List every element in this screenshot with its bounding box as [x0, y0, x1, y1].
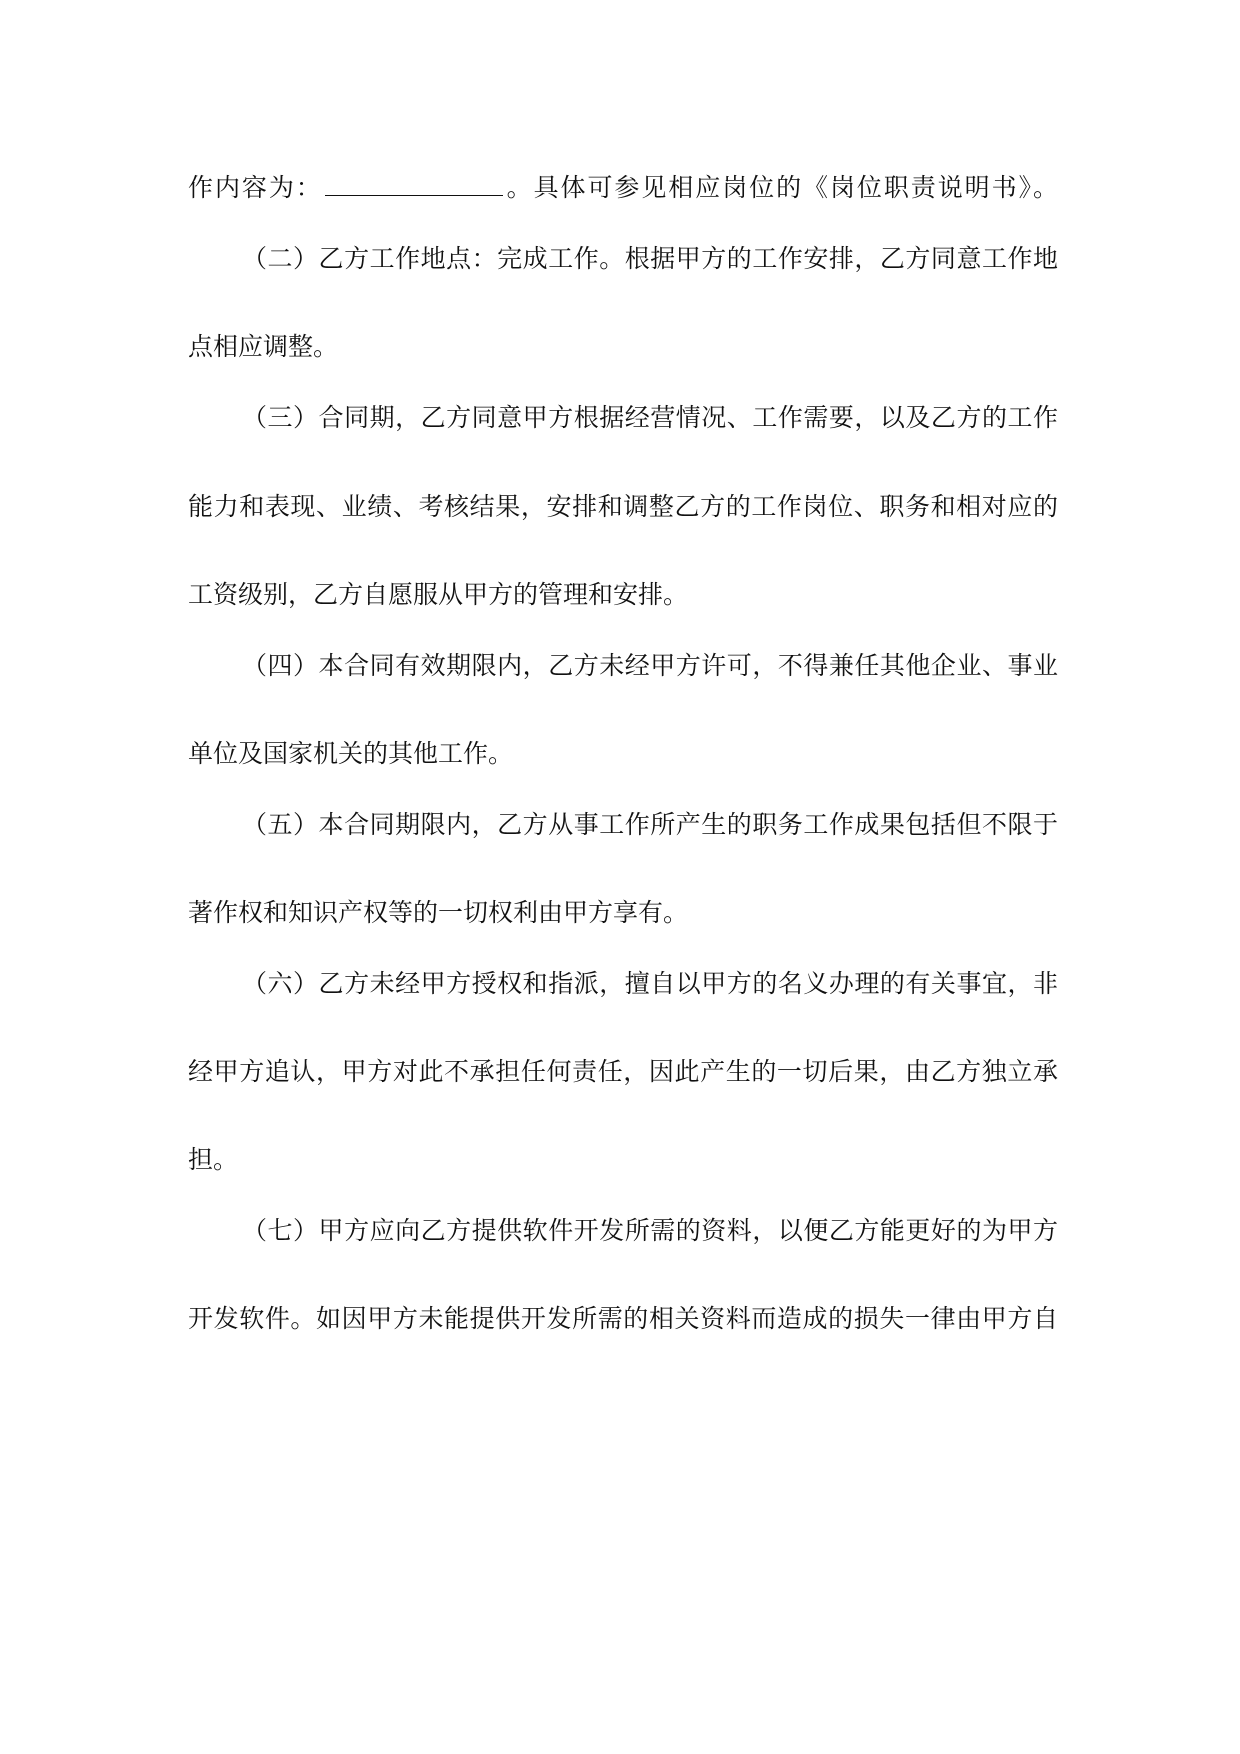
- text-line-13: 担。: [188, 1145, 239, 1174]
- text-line-10: 著作权和知识产权等的一切权利由甲方享有。: [188, 898, 689, 927]
- line-1-after-blank: 。具体可参见相应岗位的《岗位职责说明书》。: [504, 173, 1058, 202]
- text-line-15: 开发软件。如因甲方未能提供开发所需的相关资料而造成的损失一律由甲方自: [188, 1304, 1058, 1333]
- text-line-7: （四）本合同有效期限内，乙方未经甲方许可，不得兼任其他企业、事业: [242, 651, 1058, 680]
- text-line-2: （二）乙方工作地点：完成工作。根据甲方的工作安排，乙方同意工作地: [242, 244, 1058, 273]
- text-line-6: 工资级别，乙方自愿服从甲方的管理和安排。: [188, 580, 689, 609]
- text-line-3: 点相应调整。: [188, 332, 339, 361]
- text-line-5: 能力和表现、业绩、考核结果，安排和调整乙方的工作岗位、职务和相对应的: [188, 492, 1058, 521]
- text-line-14: （七）甲方应向乙方提供软件开发所需的资料，以便乙方能更好的为甲方: [242, 1216, 1058, 1245]
- text-line-9: （五）本合同期限内，乙方从事工作所产生的职务工作成果包括但不限于: [242, 810, 1058, 839]
- line-1-before-blank: 作内容为：: [188, 173, 323, 202]
- text-line-4: （三）合同期，乙方同意甲方根据经营情况、工作需要，以及乙方的工作: [242, 403, 1058, 432]
- text-line-1: [188, 170, 1058, 206]
- text-line-12: 经甲方追认，甲方对此不承担任何责任，因此产生的一切后果，由乙方独立承: [188, 1057, 1058, 1086]
- fill-in-blank: [325, 173, 503, 196]
- text-line-11: （六）乙方未经甲方授权和指派，擅自以甲方的名义办理的有关事宜，非: [242, 969, 1058, 998]
- text-line-8: 单位及国家机关的其他工作。: [188, 739, 514, 768]
